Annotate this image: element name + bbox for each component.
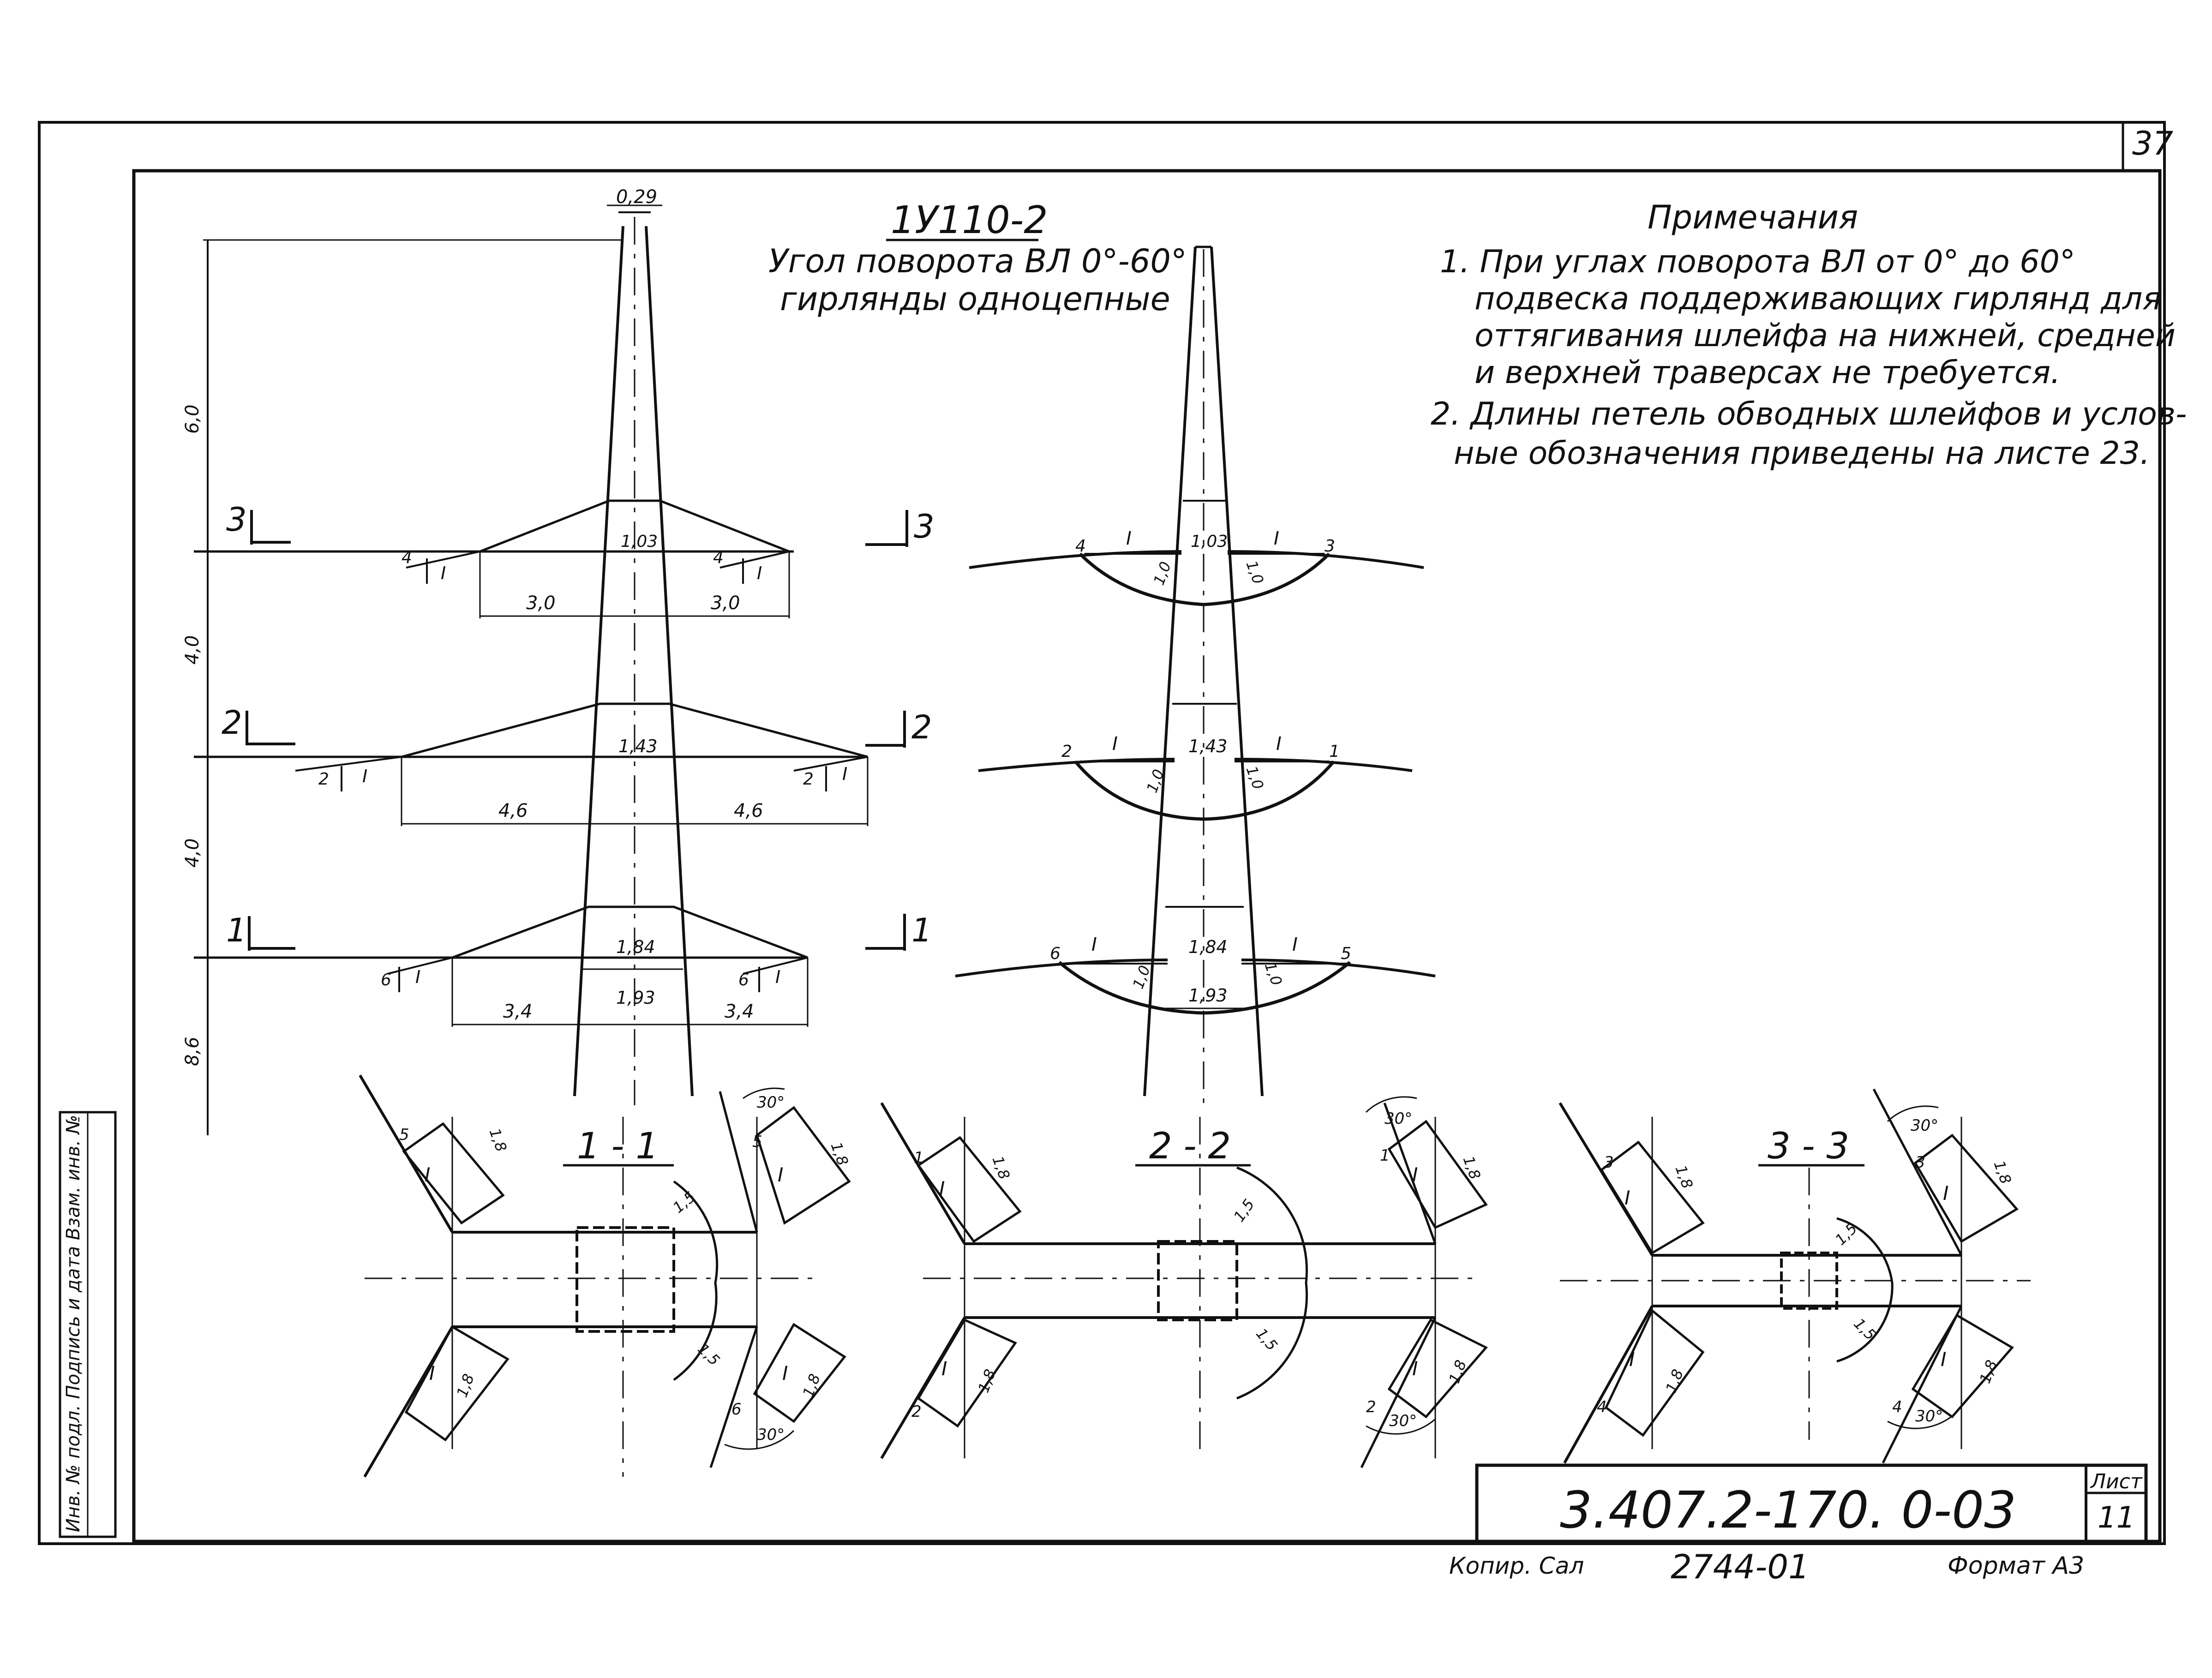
side-level-3-right-point: 3 (1325, 537, 1335, 556)
crossarm-2-right-string: I (842, 764, 848, 784)
plan-3-3-arm-bl: 1,8 (1662, 1366, 1687, 1395)
side-level-3-mark: 3 (914, 508, 935, 545)
side-level-2-mark: 2 (911, 708, 932, 746)
crossarm-2-width: 1,43 (618, 736, 658, 756)
side-level-3-left-loop: 1,0 (1150, 559, 1175, 587)
plan-3-3-radius-top: 1,5 (1831, 1219, 1861, 1249)
plan-3-3-angle-bottom: 30° (1915, 1407, 1943, 1426)
side-level-2-width: 1,43 (1188, 736, 1228, 756)
side-level-1-left-string: I (1091, 934, 1097, 955)
crossarm-1-right-span: 3,4 (725, 1001, 754, 1022)
crossarm-1-left-string: I (415, 967, 421, 987)
side-level-2-right-point: 1 (1329, 742, 1340, 761)
crossarm-3-left-span: 3,0 (526, 593, 556, 614)
crossarm-2 (194, 704, 868, 826)
plan-3-3-string-br: I (1941, 1348, 1947, 1371)
crossarm-1-mark: 1 (226, 911, 247, 949)
plan-1-1-radius-bottom: 1,5 (694, 1340, 724, 1369)
height-4-0-lower: 4,0 (182, 838, 203, 868)
side-stamp (60, 1112, 115, 1537)
plan-2-2-arm-tr: 1,8 (1459, 1153, 1484, 1182)
side-level-1-mark: 1 (911, 911, 932, 949)
side-level-1-left-point: 6 (1050, 944, 1061, 963)
plan-2-2-string-tl: I (939, 1177, 945, 1200)
side-level-3-width: 1,03 (1191, 532, 1228, 551)
side-level-2-left-string: I (1112, 733, 1118, 755)
plan-2-2-radius-bottom: 1,5 (1252, 1324, 1281, 1354)
plan-3-3-string-tl: I (1625, 1187, 1631, 1209)
sheet-label: Лист (2091, 1470, 2142, 1493)
side-level-3-left-point: 4 (1075, 537, 1086, 556)
sheet-corner-number: 37 (2132, 125, 2174, 162)
height-6-0: 6,0 (182, 404, 203, 434)
plan-3-3-arm-br: 1,8 (1976, 1357, 2001, 1386)
plan-2-2-bottom-left-point: 2 (911, 1402, 922, 1421)
side-level-1-right-point: 5 (1341, 944, 1351, 963)
plan-1-1-string-tl: I (425, 1163, 431, 1186)
crossarm-1-left-point: 6 (381, 971, 391, 989)
plan-2-2-top-right-point: 1 (1380, 1146, 1390, 1165)
plan-2-2-angle-bottom: 30° (1389, 1412, 1417, 1430)
height-8-6: 8,6 (182, 1037, 203, 1066)
plan-1-1-string-bl: I (429, 1362, 435, 1384)
plan-2-2-radius-top: 1,5 (1230, 1196, 1258, 1225)
crossarm-3-left-string: I (441, 563, 446, 583)
crossarm-3 (194, 501, 794, 618)
plan-2-2-bottom-right-point: 2 (1366, 1398, 1376, 1416)
notes-heading: Примечания (1648, 198, 1858, 236)
plan-2-2-arm-bl: 1,8 (974, 1366, 999, 1395)
document-code: 3.407.2-170. 0-03 (1560, 1480, 2017, 1540)
side-level-2-left-point: 2 (1061, 742, 1072, 761)
plan-1-1-arm-bl: 1,8 (453, 1371, 478, 1400)
height-4-0-upper: 4,0 (182, 635, 203, 665)
crossarm-3-right-point: 4 (713, 548, 724, 567)
side-level-2-left-loop: 1,0 (1143, 767, 1168, 795)
title-block (1477, 1465, 2146, 1541)
plan-1-1-string-tr: I (778, 1163, 784, 1186)
plan-1-1-title: 1 - 1 (577, 1126, 659, 1167)
plan-3-3-radius-bottom: 1,5 (1850, 1314, 1880, 1344)
side-level-3-right-loop: 1,0 (1242, 558, 1267, 587)
side-level-1-width-lower: 1,93 (1188, 985, 1228, 1006)
plan-2-2-top-left-point: 1 (914, 1149, 924, 1167)
plan-3-3-bottom-left-point: 4 (1597, 1398, 1607, 1416)
plan-2-2 (881, 1097, 1486, 1468)
crossarm-2-mark: 2 (222, 704, 242, 742)
plan-2-2-title: 2 - 2 (1149, 1126, 1231, 1167)
side-level-3-left-string: I (1126, 528, 1132, 549)
note-line-6: ные обозначения приведены на листе 23. (1454, 435, 2150, 472)
tower-elevation (182, 186, 868, 1135)
drawing-title (768, 198, 1187, 318)
crossarm-1-right-string: I (775, 967, 781, 987)
crossarm-2-left-span: 4,6 (498, 800, 528, 821)
plan-3-3 (1560, 1089, 2031, 1463)
plan-3-3-bottom-right-point: 4 (1892, 1398, 1902, 1416)
plan-1-1-arm-tl: 1,8 (486, 1126, 510, 1154)
plan-2-2-string-tr: I (1412, 1163, 1418, 1186)
plan-1-1-top-right-point: 5 (752, 1133, 762, 1151)
copy-number: 2744-01 (1671, 1547, 1810, 1586)
footer (1449, 1547, 2084, 1586)
crossarm-3-right-string: I (757, 563, 762, 583)
note-line-4: и верхней траверсах не требуется. (1475, 354, 2061, 391)
note-line-2: подвеска поддерживающих гирлянд для (1475, 281, 2162, 317)
side-level-1-right-loop: 1,0 (1261, 959, 1286, 988)
side-stamp-text: Инв. № подл. Подпись и дата Взам. инв. № (63, 1115, 84, 1532)
plan-3-3-top-right-point: 3 (1915, 1153, 1925, 1172)
tower-side-view (865, 247, 1435, 1105)
side-level-3-right-string: I (1274, 528, 1279, 549)
side-level-2-right-string: I (1276, 733, 1282, 755)
side-level-1-left-loop: 1,0 (1129, 963, 1154, 991)
plan-1-1-arm-tr: 1,8 (827, 1139, 852, 1168)
plan-2-2-angle-top: 30° (1385, 1109, 1413, 1128)
crossarm-3-right-span: 3,0 (711, 593, 740, 614)
crossarm-1-width: 1,84 (616, 937, 655, 957)
plan-2-2-string-bl: I (941, 1357, 947, 1380)
crossarm-2-left-point: 2 (318, 770, 329, 789)
plan-1-1-top-left-point: 5 (399, 1126, 409, 1144)
crossarm-3-mark: 3 (226, 501, 247, 539)
plan-2-2-arm-tl: 1,8 (989, 1153, 1013, 1182)
plan-3-3-title: 3 - 3 (1768, 1126, 1849, 1167)
plan-1-1-angle-bottom: 30° (757, 1426, 785, 1444)
copied-by: Копир. Сал (1449, 1552, 1584, 1579)
plan-1-1-arm-br: 1,8 (799, 1371, 824, 1400)
plan-3-3-string-tr: I (1943, 1182, 1949, 1205)
title-code: 1У110-2 (891, 198, 1048, 242)
plan-3-3-angle-top: 30° (1911, 1116, 1939, 1135)
title-line1: Угол поворота ВЛ 0°-60° (768, 242, 1187, 280)
side-level-2-right-loop: 1,0 (1242, 763, 1267, 792)
side-level-1-right-string: I (1292, 934, 1298, 955)
crossarm-3-left-point: 4 (402, 548, 412, 567)
top-width-label: 0,29 (616, 186, 658, 208)
plan-1-1-string-br: I (782, 1362, 788, 1384)
crossarm-1 (194, 907, 808, 1027)
plan-2-2-string-br: I (1412, 1357, 1418, 1380)
crossarm-1-left-span: 3,4 (503, 1001, 533, 1022)
plan-1-1 (360, 1075, 852, 1477)
plan-2-2-arm-br: 1,8 (1445, 1357, 1470, 1386)
sheet-format: Формат А3 (1948, 1552, 2085, 1580)
side-level-3 (865, 508, 1424, 605)
crossarm-3-width: 1,03 (621, 532, 658, 551)
title-line2: гирлянды одноцепные (780, 280, 1170, 318)
note-line-5: 2. Длины петель обводных шлейфов и услов- (1431, 396, 2187, 432)
notes-block (1431, 198, 2187, 472)
crossarm-2-right-span: 4,6 (734, 800, 763, 821)
crossarm-1-right-point: 6 (738, 971, 749, 989)
note-line-1: 1. При углах поворота ВЛ от 0° до 60° (1440, 244, 2075, 280)
plan-3-3-arm-tr: 1,8 (1990, 1158, 2015, 1187)
crossarm-2-right-point: 2 (803, 770, 814, 789)
plan-3-3-arm-tl: 1,8 (1672, 1163, 1696, 1191)
plan-3-3-top-left-point: 3 (1604, 1153, 1614, 1172)
crossarm-1-width-lower: 1,93 (616, 988, 655, 1008)
plan-1-1-bottom-right-point: 6 (731, 1400, 742, 1419)
plan-1-1-angle-top: 30° (757, 1093, 785, 1112)
side-level-1-width: 1,84 (1188, 937, 1228, 957)
side-level-2 (865, 708, 1412, 819)
plan-3-3-string-bl: I (1629, 1348, 1635, 1371)
plan-1-1-radius-top: 1,5 (669, 1188, 699, 1217)
note-line-3: оттягивания шлейфа на нижней, средней (1475, 318, 2176, 354)
sheet-number: 11 (2098, 1501, 2135, 1535)
crossarm-2-left-string: I (362, 766, 368, 786)
